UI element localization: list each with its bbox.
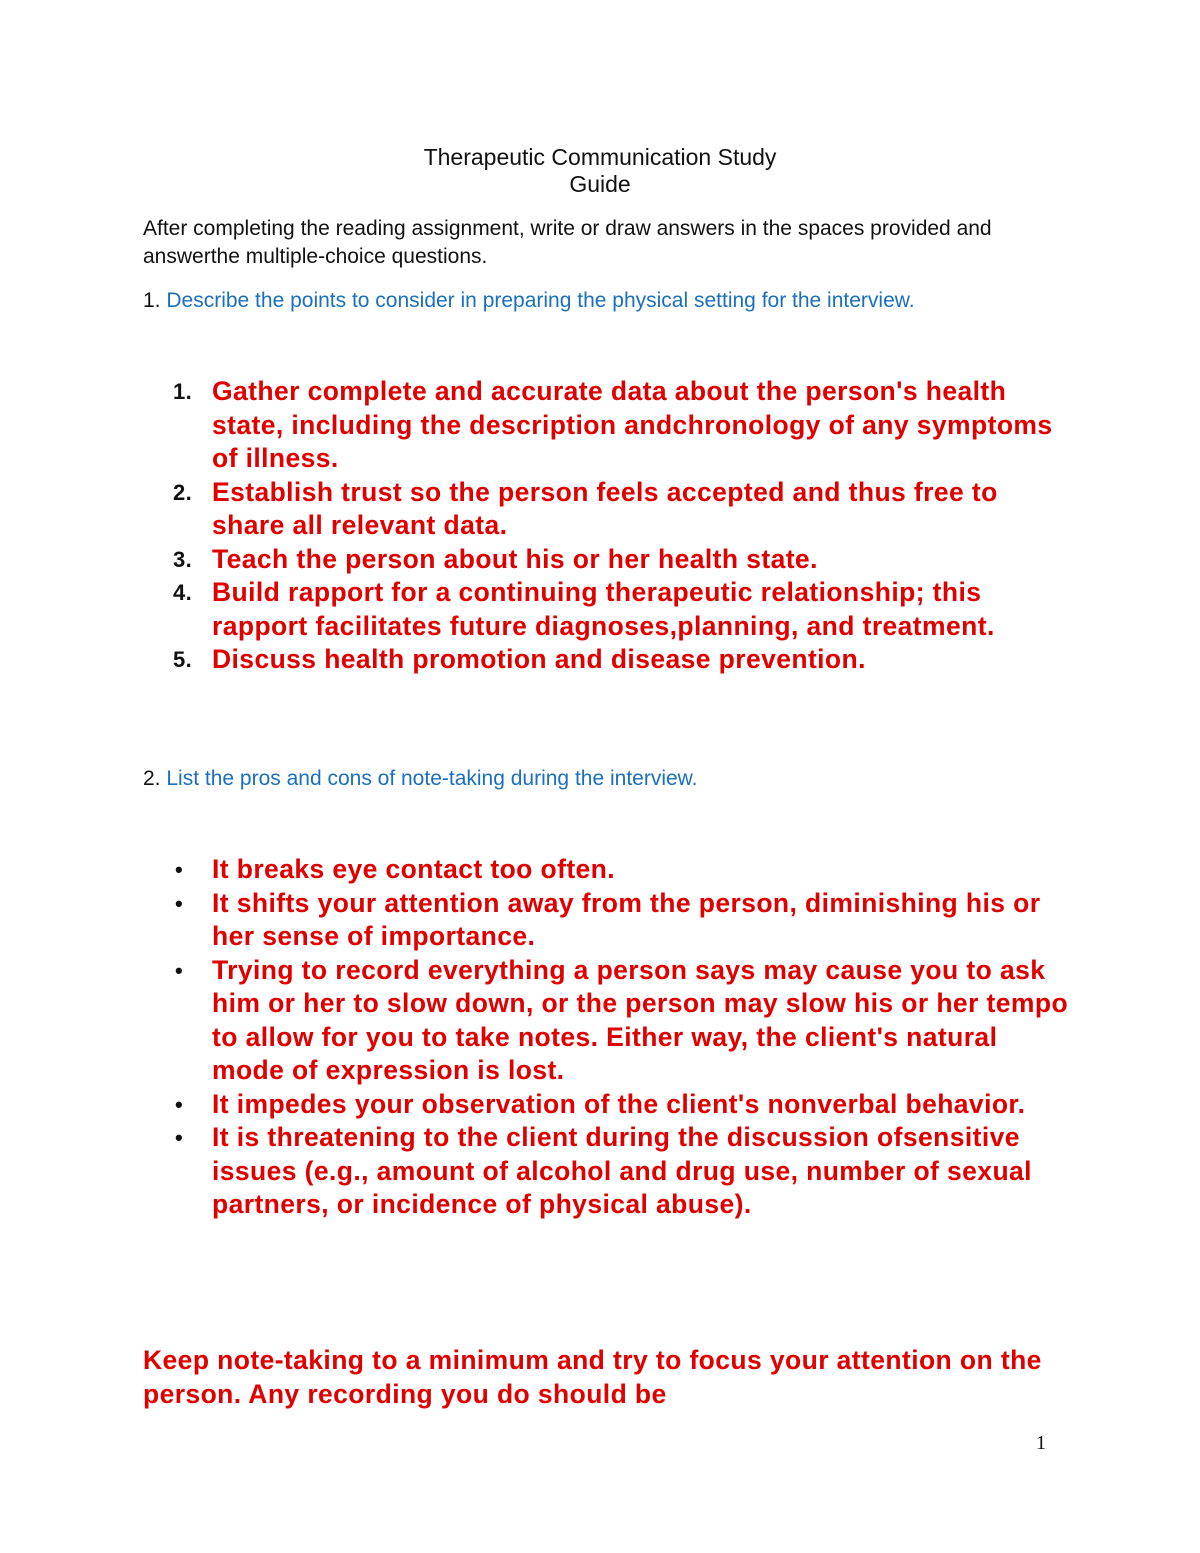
instructions-paragraph: After completing the reading assignment, write or draw answers in the spaces provided and answerthe multiple-choice questions. [143,217,992,268]
list-item-text: Discuss health promotion and disease prevention. [212,644,866,674]
question-2 [143,765,1103,793]
question-1 [143,287,1103,315]
question-2-text: List the pros and cons of note-taking during the interview. [166,767,698,790]
question-1-number: 1. [143,289,161,312]
list-item [143,375,1073,476]
list-item-text: It impedes your observation of the client's nonverbal behavior. [212,1088,1026,1119]
list-item-text: Establish trust so the person feels accepted and thus free to share all relevant data. [212,476,998,540]
bullet-icon: • [175,1091,184,1117]
list-item [143,643,1073,677]
list-item [143,476,1073,543]
question-1-answer-list [143,375,1073,677]
closing-paragraph: Keep note-taking to a minimum and try to focus your attention on the person. Any recording you do should be [143,1345,1042,1409]
list-item-number: 5. [173,647,193,672]
document-title-line1: Therapeutic Communication Study [423,144,777,170]
document-title-line2: Guide [569,171,631,197]
page-number: 1 [1036,1432,1046,1454]
list-item [143,954,1073,1088]
bullet-icon: • [175,1125,184,1150]
list-item-text: Trying to record everything a person says may cause you to ask him or her to slow down, or the person may slow his or her tempo to allow for you to take notes. Either way, the client's natural mode of expression is lost. [212,954,1069,1085]
bullet-icon: • [175,857,184,882]
list-item-number: 4. [173,580,193,605]
list-item-number: 1. [173,379,193,404]
question-2-answer-list [143,853,1073,1222]
list-item [143,1121,1073,1222]
list-item [143,887,1073,954]
list-item [143,543,1073,577]
list-item-number: 2. [173,479,193,505]
list-item-number: 3. [173,546,193,572]
list-item-text: Teach the person about his or her health state. [212,543,818,574]
list-item-text: It breaks eye contact too often. [212,854,616,884]
list-item [143,1088,1073,1122]
list-item-text: It is threatening to the client during the discussion ofsensitive issues (e.g., amount of alcohol and drug use, number of sexual partners, or incidence of physical abuse). [212,1122,1032,1219]
list-item-text: Build rapport for a continuing therapeutic relationship; this rapport facilitates future diagnoses,planning, and treatment. [212,577,995,641]
bullet-icon: • [175,957,184,983]
question-2-number: 2. [143,767,161,790]
list-item-text: It shifts your attention away from the person, diminishing his or her sense of importance. [212,887,1041,951]
list-item [143,853,1073,887]
list-item [143,576,1073,643]
bullet-icon: • [175,890,184,916]
question-1-text: Describe the points to consider in preparing the physical setting for the interview. [166,289,915,312]
list-item-text: Gather complete and accurate data about the person's health state, including the description andchronology of any symptoms of illness. [212,376,1053,473]
